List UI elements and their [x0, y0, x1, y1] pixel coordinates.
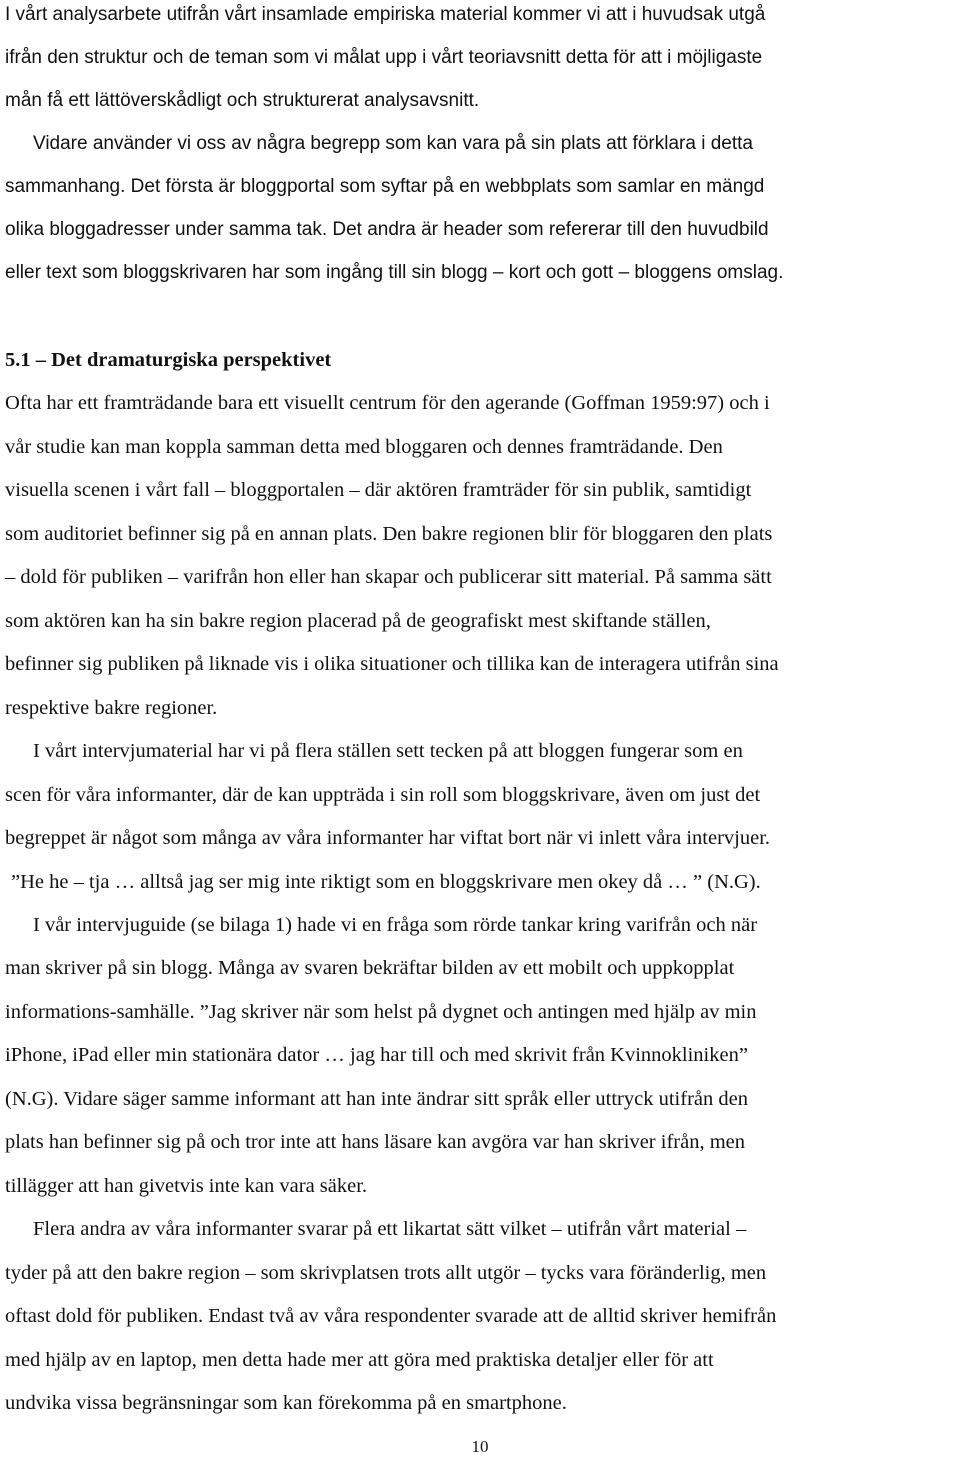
intro-line-5: sammanhang. Det första är bloggportal som syftar på en webbplats som samlar en mängd — [5, 176, 765, 197]
paragraph-1-line-5: – dold för publiken – varifrån hon eller han skapar och publicerar sitt material. På samma sätt — [5, 566, 772, 588]
paragraph-3-line-2: man skriver på sin blogg. Många av svaren bekräftar bilden av ett mobilt och uppkopplat — [5, 957, 735, 979]
quote-line: ”He he – tja … alltså jag ser mig inte riktigt som en bloggskrivare men okey då … ” (N.G). — [11, 871, 761, 893]
intro-line-1: I vårt analysarbete utifrån vårt insamlade empiriska material kommer vi att i huvudsak utgå — [5, 4, 766, 25]
paragraph-3-line-4: iPhone, iPad eller min stationära dator … jag har till och med skrivit från Kvinnokliniken” — [5, 1044, 748, 1066]
paragraph-4-line-2: tyder på att den bakre region – som skrivplatsen trots allt utgör – tycks vara föränderlig, men — [5, 1262, 767, 1284]
paragraph-1-line-7: befinner sig publiken på liknade vis i olika situationer och tillika kan de interagera utifrån sina — [5, 653, 779, 675]
paragraph-2-line-1: I vårt intervjumaterial har vi på flera ställen sett tecken på att bloggen fungerar som en — [33, 740, 743, 762]
paragraph-3-line-1: I vår intervjuguide (se bilaga 1) hade vi en fråga som rörde tankar kring varifrån och när — [33, 914, 758, 936]
paragraph-4-line-3: oftast dold för publiken. Endast två av våra respondenter svarade att de alltid skriver hemifrån — [5, 1305, 777, 1327]
intro-line-7: eller text som bloggskrivaren har som ingång till sin blogg – kort och gott – bloggens omslag. — [5, 262, 784, 283]
paragraph-4-line-1: Flera andra av våra informanter svarar på ett likartat sätt vilket – utifrån vårt material – — [33, 1218, 747, 1240]
paragraph-2-line-3: begreppet är något som många av våra informanter har viftat bort när vi inlett våra intervjuer. — [5, 827, 771, 849]
paragraph-3-line-6: plats han befinner sig på och tror inte att hans läsare kan avgöra var han skriver ifrån, men — [5, 1131, 746, 1153]
section-heading: 5.1 – Det dramaturgiska perspektivet — [5, 349, 332, 371]
paragraph-4-line-4: med hjälp av en laptop, men detta hade mer att göra med praktiska detaljer eller för att — [5, 1349, 714, 1371]
page-number: 10 — [471, 1437, 489, 1456]
paragraph-2-line-2: scen för våra informanter, där de kan uppträda i sin roll som bloggskrivare, även om just det — [5, 784, 761, 806]
paragraph-4-line-5: undvika vissa begränsningar som kan förekomma på en smartphone. — [5, 1392, 567, 1414]
paragraph-3-line-5: (N.G). Vidare säger samme informant att han inte ändrar sitt språk eller uttryck utifrån den — [5, 1088, 748, 1110]
intro-line-4: Vidare använder vi oss av några begrepp som kan vara på sin plats att förklara i detta — [33, 133, 753, 154]
intro-line-3: mån få ett lättöverskådligt och strukturerat analysavsnitt. — [5, 90, 480, 111]
intro-line-2: ifrån den struktur och de teman som vi målat upp i vårt teoriavsnitt detta för att i möjligaste — [5, 47, 763, 68]
paragraph-1-line-8: respektive bakre regioner. — [5, 697, 218, 719]
paragraph-1-line-1: Ofta har ett framträdande bara ett visuellt centrum för den agerande (Goffman 1959:97) och i — [5, 392, 770, 414]
paragraph-3-line-7: tillägger att han givetvis inte kan vara säker. — [5, 1175, 368, 1197]
paragraph-1-line-4: som auditoriet befinner sig på en annan plats. Den bakre regionen blir för bloggaren den plats — [5, 523, 773, 545]
intro-line-6: olika bloggadresser under samma tak. Det andra är header som refererar till den huvudbild — [5, 219, 769, 240]
paragraph-1-line-6: som aktören kan ha sin bakre region placerad på de geografiskt mest skiftande ställen, — [5, 610, 711, 632]
paragraph-1-line-3: visuella scenen i vårt fall – bloggportalen – där aktören framträder för sin publik, samtidigt — [5, 479, 752, 501]
paragraph-1-line-2: vår studie kan man koppla samman detta med bloggaren och dennes framträdande. Den — [5, 436, 723, 458]
paragraph-3-line-3: informations-samhälle. ”Jag skriver när som helst på dygnet och antingen med hjälp av min — [5, 1001, 757, 1023]
